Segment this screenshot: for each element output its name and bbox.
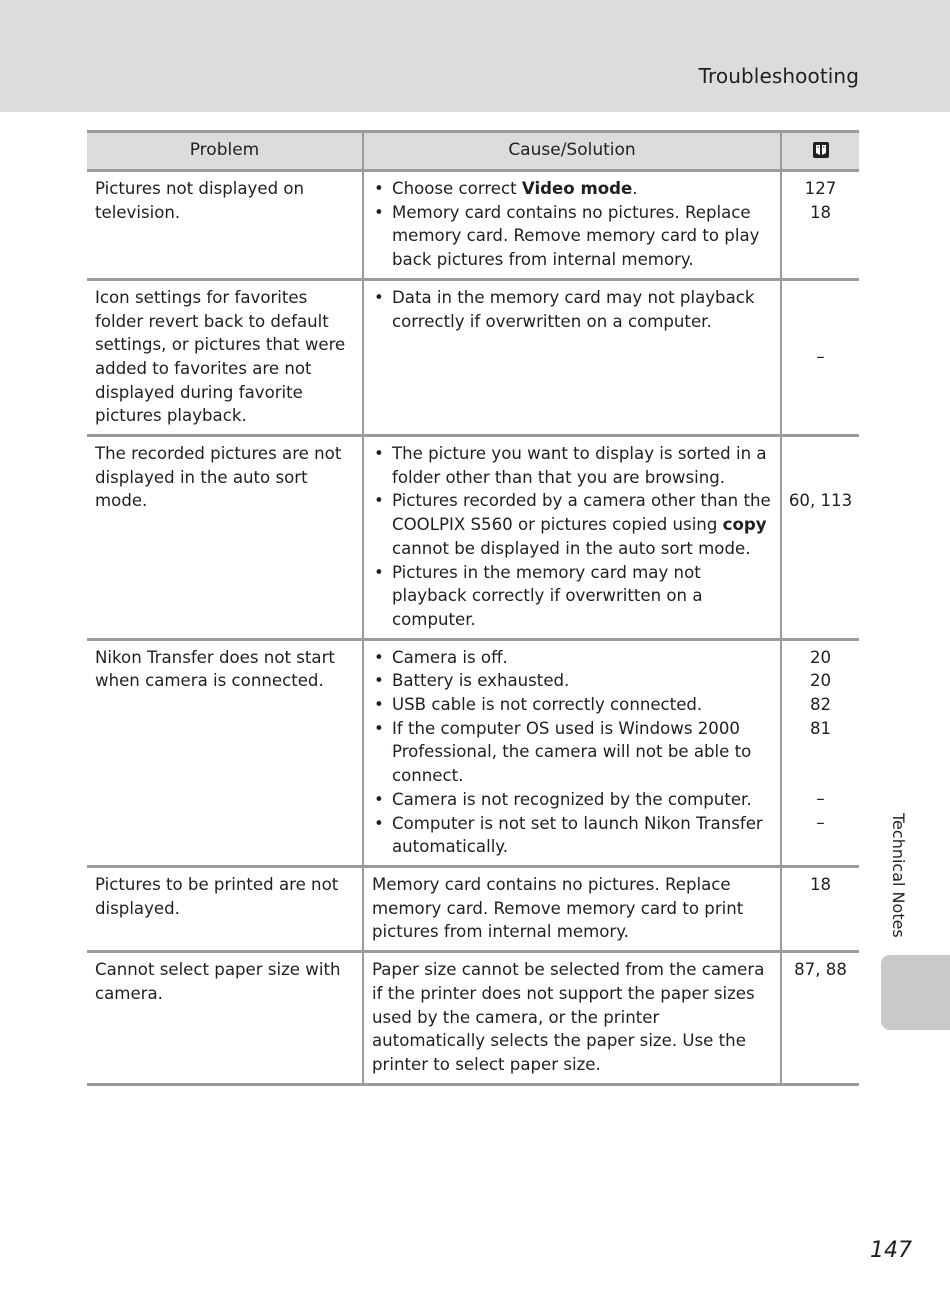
page-reference: 18	[809, 202, 832, 222]
page-reference: –	[816, 347, 825, 367]
list-item: • Data in the memory card may not playback correctly if overwritten on a computer.	[372, 286, 773, 333]
troubleshooting-table	[87, 130, 859, 1086]
page-number: 147	[870, 1238, 912, 1263]
column-header-problem: Problem	[87, 132, 363, 171]
solution-cell	[363, 171, 781, 280]
list-item: • Camera is not recognized by the computer.	[372, 788, 773, 812]
page-reference: 81	[809, 718, 832, 738]
side-section-label: Technical Notes	[889, 813, 908, 938]
table-row	[87, 171, 859, 280]
list-item: • The picture you want to display is sorted in a folder other than that you are browsing.	[372, 442, 773, 489]
list-item: • Memory card contains no pictures. Replace memory card. Remove memory card to play back pictures from internal memory.	[372, 201, 773, 272]
list-item: • Camera is off.	[372, 646, 773, 670]
table-header-row	[87, 132, 859, 171]
table-row	[87, 279, 859, 435]
solution-list	[372, 177, 773, 272]
page-reference: 20	[809, 647, 832, 667]
reference-cell	[781, 952, 859, 1085]
page-reference: 82	[809, 695, 832, 715]
solution-cell	[363, 639, 781, 866]
problem-cell: Nikon Transfer does not start when camera is connected.	[87, 639, 363, 866]
solution-list	[372, 286, 773, 333]
reference-cell	[781, 866, 859, 951]
column-header-cause-solution: Cause/Solution	[363, 132, 781, 171]
problem-cell: Pictures to be printed are not displayed.	[87, 866, 363, 951]
page-reference: –	[816, 789, 825, 809]
table-row	[87, 639, 859, 866]
header-band	[0, 0, 950, 112]
column-header-reference	[781, 132, 859, 171]
problem-cell: Icon settings for favorites folder revert back to default settings, or pictures that were added to favorites are not displayed during favorite pictures playback.	[87, 279, 363, 435]
table-row	[87, 436, 859, 640]
reference-cell	[781, 279, 859, 435]
reference-cell	[781, 171, 859, 280]
reference-cell	[781, 436, 859, 640]
solution-list	[372, 442, 773, 632]
page-reference: 127	[804, 179, 837, 198]
page-reference: 87, 88	[794, 960, 847, 980]
list-item: • Pictures in the memory card may not playback correctly if overwritten on a computer.	[372, 561, 773, 632]
reference-page-icon	[812, 141, 830, 159]
problem-cell: Pictures not displayed on television.	[87, 171, 363, 280]
list-item: • Computer is not set to launch Nikon Transfer automatically.	[372, 812, 773, 859]
problem-cell: The recorded pictures are not displayed in the auto sort mode.	[87, 436, 363, 640]
solution-cell: Paper size cannot be selected from the camera if the printer does not support the paper sizes used by the camera, or the printer automatically selects the paper size. Use the printer to select paper size.	[363, 952, 781, 1085]
problem-cell: Cannot select paper size with camera.	[87, 952, 363, 1085]
page-reference: 20	[809, 671, 832, 691]
solution-cell	[363, 279, 781, 435]
solution-list	[372, 646, 773, 859]
section-title: Troubleshooting	[698, 64, 859, 88]
list-item: • Battery is exhausted.	[372, 669, 773, 693]
solution-cell	[363, 436, 781, 640]
solution-cell: Memory card contains no pictures. Replace memory card. Remove memory card to print pictures from internal memory.	[363, 866, 781, 951]
page-reference: 60, 113	[788, 491, 853, 511]
list-item: • USB cable is not correctly connected.	[372, 693, 773, 717]
page-reference: 18	[809, 874, 832, 894]
reference-cell	[781, 639, 859, 866]
table-row	[87, 866, 859, 951]
table-row	[87, 952, 859, 1085]
list-item: • Pictures recorded by a camera other than the COOLPIX S560 or pictures copied using copy cannot be displayed in the auto sort mode.	[372, 489, 773, 560]
list-item: • If the computer OS used is Windows 2000 Professional, the camera will not be able to connect.	[372, 717, 773, 788]
list-item: • Choose correct Video mode.	[372, 177, 773, 201]
page-reference: –	[816, 813, 825, 833]
section-thumb-tab	[881, 955, 950, 1030]
